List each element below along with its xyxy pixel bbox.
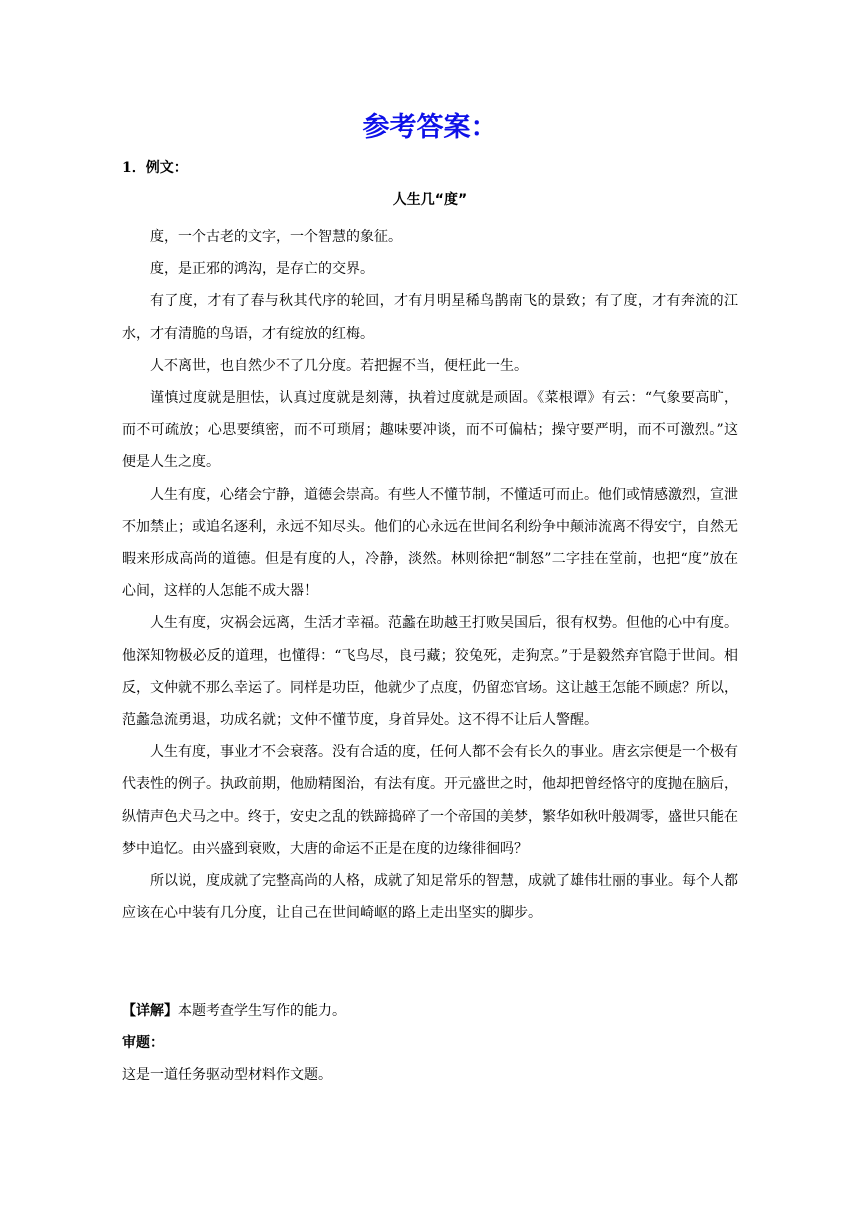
essay-body (122, 221, 738, 929)
essay-paragraph: 所以说，度成就了完整高尚的人格，成就了知足常乐的智慧，成就了雄伟壮丽的事业。每个人都应该在心中装有几分度，让自己在世间崎岖的路上走出坚实的脚步。 (122, 873, 738, 922)
essay-paragraph: 谨慎过度就是胆怯，认真过度就是刻薄，执着过度就是顽固。《菜根谭》有云：“气象要高旷，而不可疏放；心思要缜密，而不可琐屑；趣味要冲谈，而不可偏枯；操守要严明，而不可激烈。”这便是人生之度。 (122, 390, 738, 471)
essay-paragraph: 度，一个古老的文字，一个智慧的象征。 (150, 229, 402, 245)
detail-text: 本题考查学生写作的能力。 (178, 1003, 346, 1019)
detail-label: 【详解】 (122, 1003, 178, 1019)
answer-heading: 参考答案： (362, 112, 498, 143)
detail-line (122, 995, 738, 1027)
review-text: 这是一道任务驱动型材料作文题。 (122, 1067, 332, 1084)
review-label: 审题： (122, 1035, 164, 1052)
essay-paragraph: 人不离世，也自然少不了几分度。若把握不当，便枉此一生。 (150, 357, 528, 374)
essay-paragraph: 度，是正邪的鸿沟，是存亡的交界。 (150, 261, 374, 278)
essay-title: 人生几“度” (392, 192, 468, 208)
essay-paragraph: 人生有度，灾祸会远离，生活才幸福。范蠡在助越王打败吴国后，很有权势。但他的心中有度。他深知物极必反的道理，也懂得：“飞鸟尽，良弓藏；狡兔死，走狗烹。”于是毅然弃官隐于世间。相反，文仲就不那么幸运了。同样是功臣，他就少了点度，仍留恋官场。这让越王怎能不顾虑？所以，范蠡急流勇退，功成名就；文仲不懂节度，身首异处。这不得不让后人警醒。 (122, 615, 738, 729)
essay-paragraph: 人生有度，心绪会宁静，道德会崇高。有些人不懂节制，不懂适可而止。他们或情感激烈，宣泄不加禁止；或追名逐利，永远不知尽头。他们的心永远在世间名利纷争中颠沛流离不得安宁，自然无暇来形成高尚的道德。但是有度的人，冷静，淡然。林则徐把“制怒”二字挂在堂前，也把“度”放在心间，这样的人怎能不成大器！ (122, 486, 738, 600)
essay-paragraph: 人生有度，事业才不会衰落。没有合适的度，任何人都不会有长久的事业。唐玄宗便是一个极有代表性的例子。执政前期，他励精图治，有法有度。开元盛世之时，他却把曾经恪守的度抛在脑后，纵情声色犬马之中。终于，安史之乱的铁蹄捣碎了一个帝国的美梦，繁华如秋叶般凋零，盛世只能在梦中追忆。由兴盛到衰败，大唐的命运不正是在度的边缘徘徊吗？ (122, 744, 738, 857)
explanation-section (122, 995, 738, 1092)
question-label: 1．例文： (122, 160, 188, 176)
essay-paragraph: 有了度，才有了春与秋其代序的轮回，才有月明星稀鸟鹊南飞的景致；有了度，才有奔流的江水，才有清脆的鸟语，才有绽放的红梅。 (122, 293, 738, 342)
